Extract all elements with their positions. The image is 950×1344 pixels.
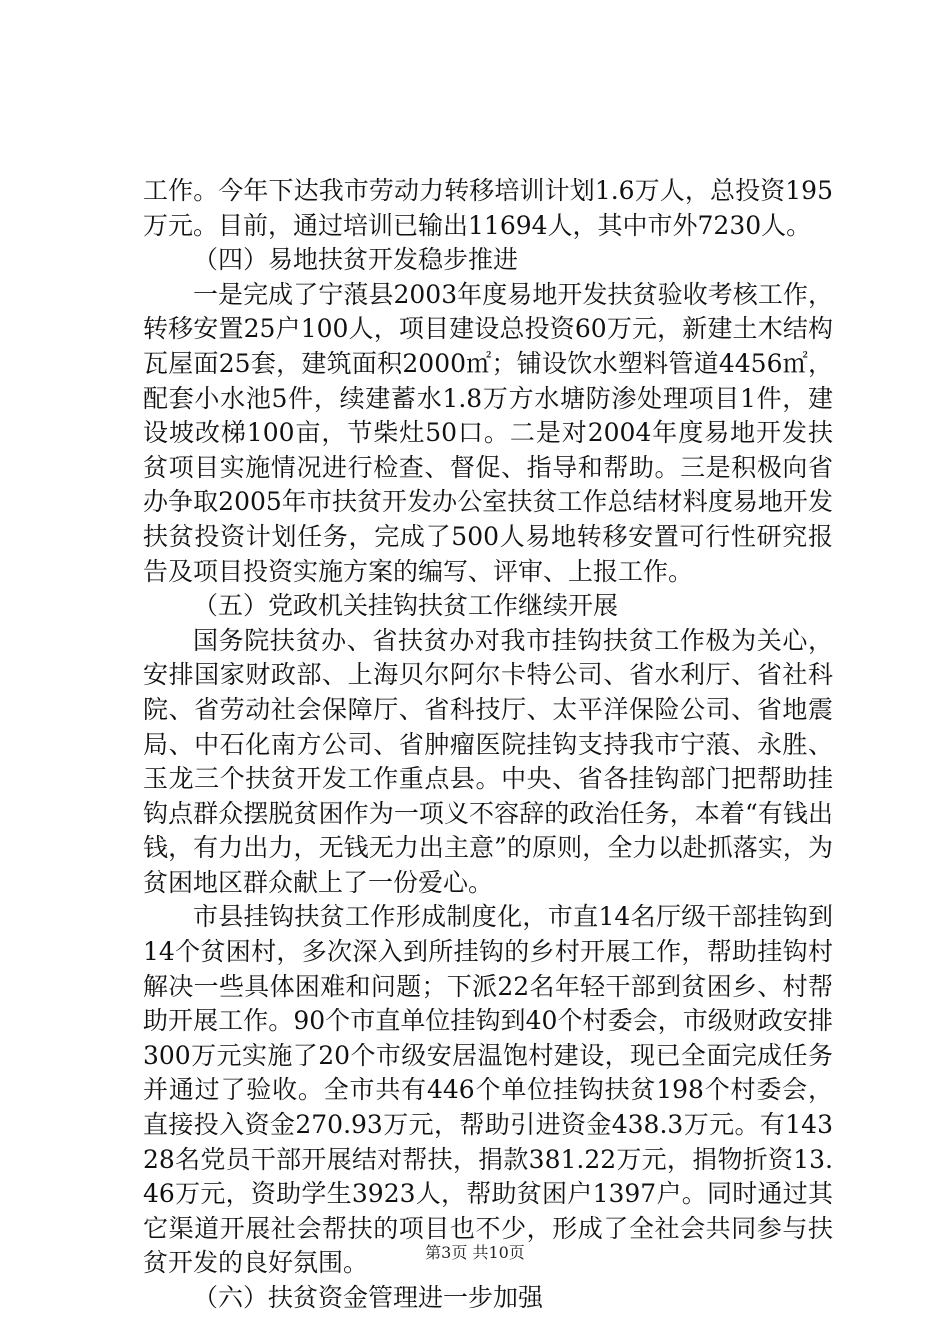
section-heading-5: （五）党政机关挂钩扶贫工作继续开展 xyxy=(193,591,619,621)
document-body xyxy=(143,174,833,1316)
section-heading-6: （六）扶贫资金管理进一步加强 xyxy=(193,1283,544,1312)
paragraph-2: 一是完成了宁蒗县2003年度易地开发扶贫验收考核工作，转移安置25户100人，项目建设总投资60万元，新建土木结构瓦屋面25套，建筑面积2000㎡；铺设饮水塑料管道4456㎡，配套小水池5件，续建蓄水1.8万方水塘防渗处理项目1件，建设坡改梯100亩，节柴灶50口。二是对2004年度易地开发扶贫项目实施情况进行检查、督促、指导和帮助。三是积极向省办争取2005年市扶贫开发办公室扶贫工作总结材料度易地开发扶贫投资计划任务，完成了500人易地转移安置可行性研究报告及项目投资实施方案的编写、评审、上报工作。 xyxy=(143,279,833,586)
page-footer: 第3页 共10页 xyxy=(425,1243,525,1262)
section-heading-4: （四）易地扶贫开发稳步推进 xyxy=(193,245,519,275)
paragraph-1: 工作。今年下达我市劳动力转移培训计划1.6万人，总投资195万元。目前，通过培训已输出11694人，其中市外7230人。 xyxy=(143,176,833,240)
paragraph-4: 市县挂钩扶贫工作形成制度化，市直14名厅级干部挂钩到14个贫困村，多次深入到所挂钩的乡村开展工作，帮助挂钩村解决一些具体困难和问题；下派22名年轻干部到贫困乡、村帮助开展工作。90个市直单位挂钩到40个村委会，市级财政安排300万元实施了20个市级安居温饱村建设，现已全面完成任务并通过了验收。全市共有446个单位挂钩扶贫198个村委会，直接投入资金270.93万元，帮助引进资金438.3万元。有14328名党员干部开展结对帮扶，捐款381.22万元，捐物折资13.46万元，资助学生3923人，帮助贫困户1397户。同时通过其它渠道开展社会帮扶的项目也不少，形成了全社会共同参与扶贫开发的良好氛围。 xyxy=(143,902,833,1278)
paragraph-3: 国务院扶贫办、省扶贫办对我市挂钩扶贫工作极为关心，安排国家财政部、上海贝尔阿尔卡特公司、省水利厅、省社科院、省劳动社会保障厅、省科技厅、太平洋保险公司、省地震局、中石化南方公司、省肿瘤医院挂钩支持我市宁蒗、永胜、玉龙三个扶贫开发工作重点县。中央、省各挂钩部门把帮助挂钩点群众摆脱贫困作为一项义不容辞的政治任务，本着“有钱出钱，有力出力，无钱无力出主意”的原则，全力以赴抓落实，为贫困地区群众献上了一份爱心。 xyxy=(143,625,833,897)
